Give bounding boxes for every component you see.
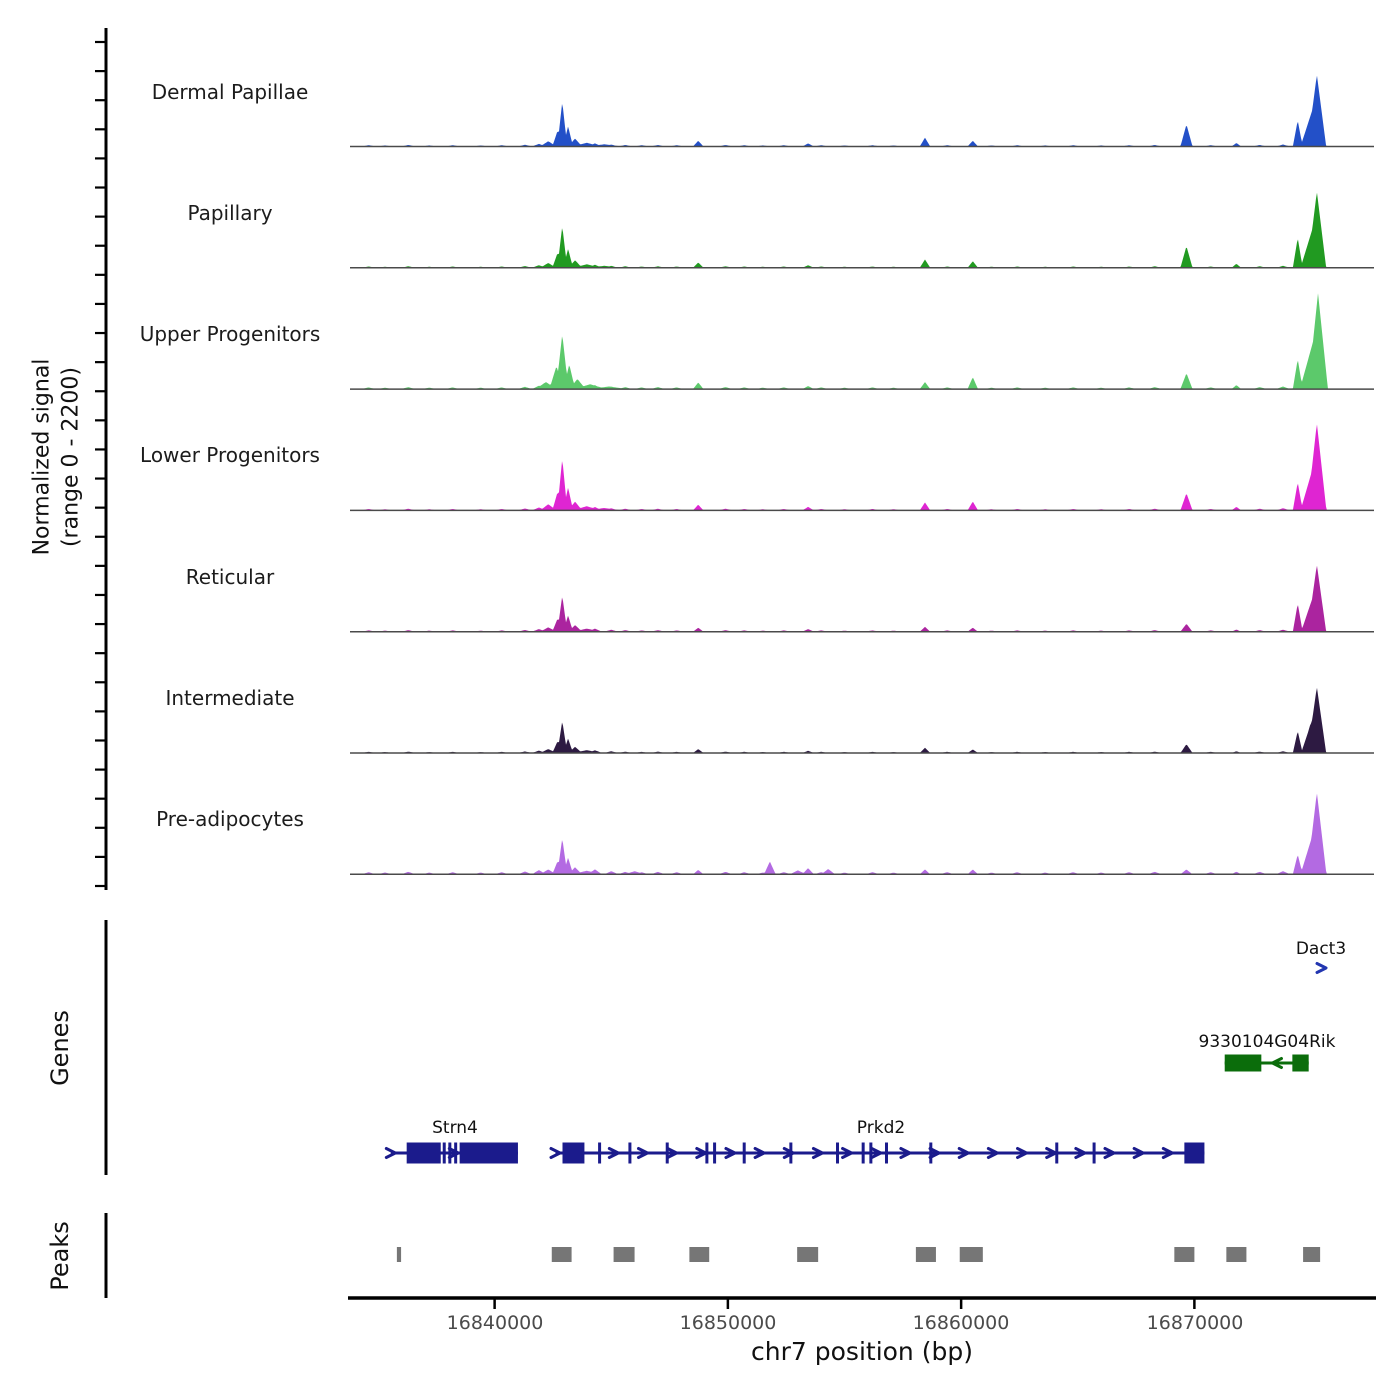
gene-exon-bar-prkd2 (598, 1143, 601, 1164)
track-label-reticular: Reticular (185, 565, 275, 589)
signal-area-upper-progenitors (350, 293, 1374, 389)
gene-exon-bar-prkd2 (869, 1143, 872, 1164)
y-axis-label-line2: (range 0 - 2200) (58, 366, 83, 548)
track-label-intermediate: Intermediate (165, 686, 295, 710)
peaks-section-label: Peaks (46, 1221, 74, 1291)
gene-exon-bar-prkd2 (836, 1143, 839, 1164)
gene-exon-bar-prkd2 (705, 1143, 708, 1164)
gene-exon-strn4 (407, 1143, 441, 1164)
gene-strand-arrow-dact3 (1317, 964, 1326, 973)
gene-exon-bar-strn4 (448, 1143, 451, 1164)
peak-region (797, 1247, 818, 1262)
gene-exon-bar-prkd2 (929, 1143, 932, 1164)
gene-exon-prkd2 (1184, 1143, 1204, 1164)
y-axis-label-line1: Normalized signal (29, 358, 55, 556)
gene-label-9330104g04rik: 9330104G04Rik (1198, 1032, 1336, 1052)
peak-region (1174, 1247, 1194, 1262)
gene-exon-bar-prkd2 (789, 1143, 792, 1164)
x-tick-label-16840000: 16840000 (446, 1312, 544, 1334)
gene-exon-bar-prkd2 (666, 1143, 669, 1164)
signal-area-reticular (350, 566, 1374, 632)
gene-exon-9330104g04rik (1292, 1055, 1308, 1072)
gene-exon-bar-prkd2 (713, 1143, 716, 1164)
signal-area-papillary (350, 193, 1374, 268)
peak-region (1303, 1247, 1320, 1262)
gene-exon-bar-prkd2 (743, 1143, 746, 1164)
gene-exon-bar-prkd2 (628, 1143, 631, 1164)
x-tick-label-16860000: 16860000 (912, 1312, 1010, 1334)
gene-exon-strn4 (460, 1143, 518, 1164)
gene-exon-bar-prkd2 (862, 1143, 865, 1164)
signal-area-dermal-papillae (350, 76, 1374, 147)
track-label-lower-progenitors: Lower Progenitors (140, 443, 320, 467)
genes-section-label: Genes (46, 1010, 74, 1086)
peak-region (1226, 1247, 1246, 1262)
peak-region (960, 1247, 983, 1262)
gene-exon-9330104g04rik (1225, 1055, 1262, 1072)
gene-exon-bar-strn4 (443, 1143, 446, 1164)
signal-area-intermediate (350, 688, 1374, 753)
y-axis-label (28, 359, 85, 556)
gene-exon-bar-prkd2 (885, 1143, 888, 1164)
track-label-pre-adipocytes: Pre-adipocytes (156, 807, 304, 831)
x-tick-label-16850000: 16850000 (679, 1312, 777, 1334)
track-label-upper-progenitors: Upper Progenitors (139, 322, 321, 346)
gene-exon-prkd2 (562, 1143, 584, 1164)
peak-region (397, 1247, 401, 1262)
track-label-papillary: Papillary (187, 201, 273, 225)
gene-label-strn4: Strn4 (432, 1118, 478, 1138)
peak-region (552, 1247, 572, 1262)
peak-region (614, 1247, 635, 1262)
peak-region (689, 1247, 709, 1262)
gene-label-prkd2: Prkd2 (856, 1118, 906, 1138)
x-axis-title: chr7 position (bp) (751, 1337, 973, 1366)
track-label-dermal-papillae: Dermal Papillae (151, 80, 309, 104)
gene-exon-bar-prkd2 (1093, 1143, 1096, 1164)
peak-region (916, 1247, 936, 1262)
signal-area-pre-adipocytes (350, 794, 1374, 875)
signal-area-lower-progenitors (350, 425, 1374, 511)
gene-exon-bar-strn4 (454, 1143, 457, 1164)
gene-label-dact3: Dact3 (1295, 939, 1347, 959)
gene-exon-bar-prkd2 (1055, 1143, 1058, 1164)
x-tick-label-16870000: 16870000 (1146, 1312, 1244, 1334)
